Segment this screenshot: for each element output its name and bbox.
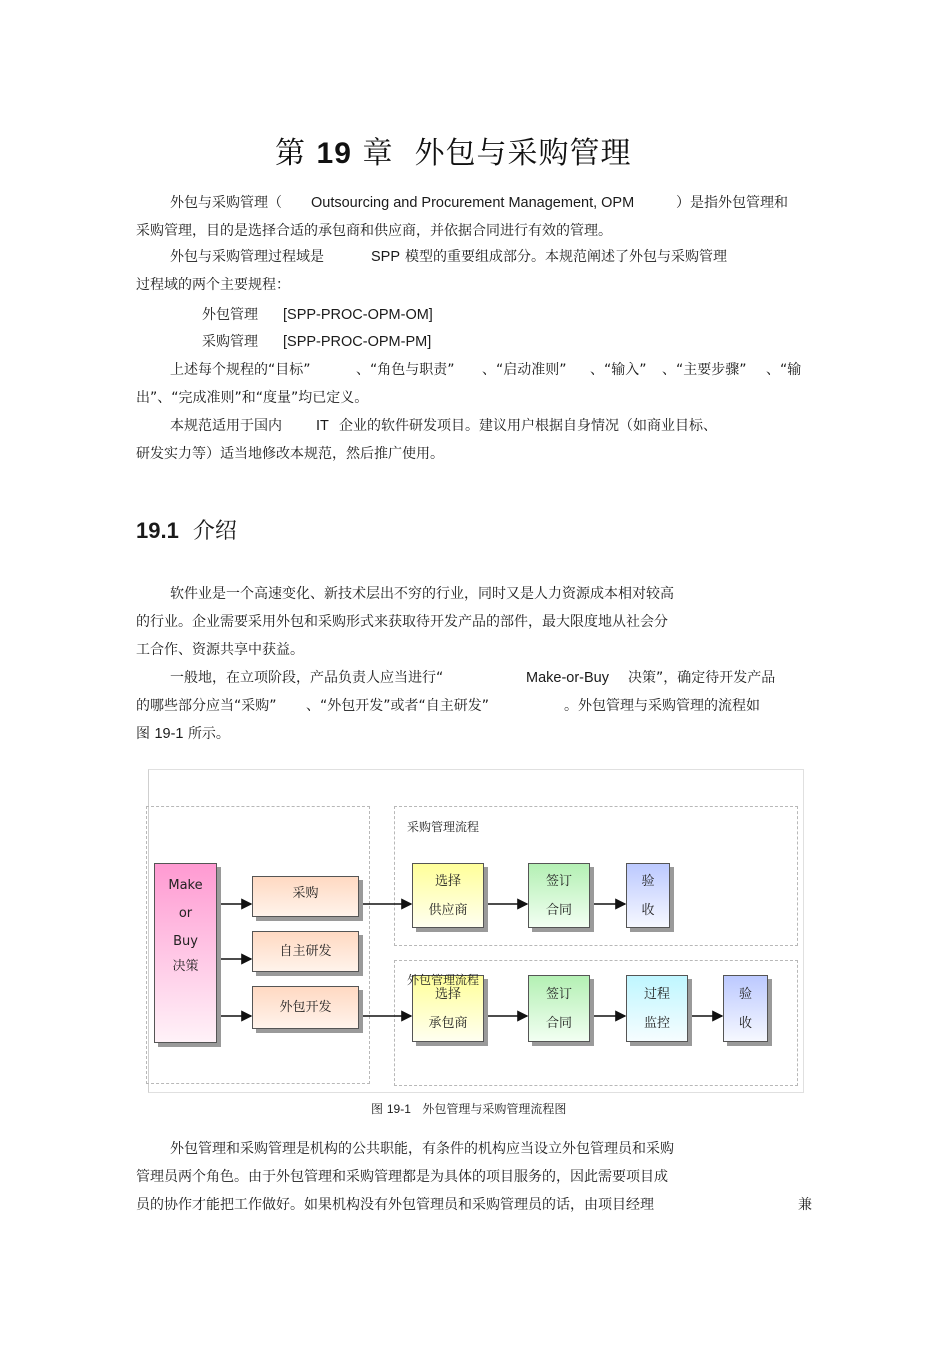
select-contractor-box: 选择 承包商	[412, 975, 484, 1042]
intro-p2-line1: 外包与采购管理过程域是	[170, 249, 324, 265]
body-p1-line3: 工合作、资源共享中获益。	[136, 642, 304, 658]
intro-p3-seg1: 上述每个规程的“目标”	[170, 362, 311, 378]
body-p2-line2-end: 。外包管理与采购管理的流程如	[564, 698, 760, 714]
procedure-2-code: [SPP-PROC-OPM-PM]	[283, 334, 432, 350]
intro-p4-line1: 本规范适用于国内	[170, 418, 282, 434]
make-or-buy-decision-box: Make or Buy 决策	[154, 863, 217, 1043]
intro-p2-line2: 过程域的两个主要规程：	[136, 277, 290, 293]
outsource-sign-contract-box: 签订 合同	[528, 975, 590, 1042]
intro-p1-line1-end: ）是指外包管理和	[676, 195, 788, 211]
body-p3-line3: 员的协作才能把工作做好。如果机构没有外包管理员和采购管理员的话，由项目经理	[136, 1197, 654, 1213]
sign-contract-box: 签订 合同	[528, 863, 590, 928]
outsource-acceptance-box: 验 收	[723, 975, 768, 1042]
procedure-1-name: 外包管理	[202, 307, 258, 323]
intro-p3-seg4: 、“输入”	[590, 362, 647, 378]
body-p1-line2: 的行业。企业需要采用外包和采购形式来获取待开发产品的部件，最大限度地从社会分	[136, 614, 668, 630]
intro-p2-spp: SPP	[371, 249, 401, 265]
select-supplier-box: 选择 供应商	[412, 863, 484, 928]
procedure-1-code: [SPP-PROC-OPM-OM]	[283, 307, 433, 323]
intro-p4-it: IT	[316, 418, 329, 434]
section-heading: 19.1 介绍	[136, 518, 237, 544]
intro-p3-seg2: 、“角色与职责”	[356, 362, 455, 378]
body-p3-line2: 管理员两个角色。由于外包管理和采购管理都是为具体的项目服务的，因此需要项目成	[136, 1169, 668, 1185]
process-monitor-box: 过程 监控	[626, 975, 688, 1042]
intro-p3-seg6: 、“输	[766, 362, 802, 378]
acceptance-box: 验 收	[626, 863, 670, 928]
body-p1-line1: 软件业是一个高速变化、新技术层出不穷的行业，同时又是人力资源成本相对较高	[170, 586, 674, 602]
body-p2-line1: 一般地，在立项阶段，产品负责人应当进行“	[170, 670, 444, 686]
intro-p2-line1-end: 模型的重要组成部分。本规范阐述了外包与采购管理	[405, 249, 727, 265]
buy-box: 采购	[252, 876, 359, 917]
intro-p4-line1-end: 企业的软件研发项目。建议用户根据自身情况（如商业目标、	[339, 418, 717, 434]
self-develop-box: 自主研发	[252, 931, 359, 972]
intro-p1-line2: 采购管理，目的是选择合适的承包商和供应商，并依据合同进行有效的管理。	[136, 223, 612, 239]
intro-p1-line1: 外包与采购管理（	[170, 195, 282, 211]
intro-p3-line2: 出”、“完成准则”和“度量”均已定义。	[136, 390, 369, 406]
body-p2-line3: 图 19-1 所示。	[136, 726, 230, 742]
procedure-2-name: 采购管理	[202, 334, 258, 350]
body-p3-line3-end: 兼	[798, 1197, 812, 1213]
body-p2-line1-end: 决策”，确定待开发产品	[628, 670, 776, 686]
body-p3-line1: 外包管理和采购管理是机构的公共职能，有条件的机构应当设立外包管理员和采购	[170, 1141, 674, 1157]
intro-p4-line2: 研发实力等）适当地修改本规范，然后推广使用。	[136, 446, 444, 462]
intro-p1-term: Outsourcing and Procurement Management, OPM	[311, 195, 635, 211]
intro-p3-seg5: 、“主要步骤”	[662, 362, 747, 378]
body-p2-line2: 的哪些部分应当“采购”	[136, 698, 277, 714]
intro-p3-seg3: 、“启动准则”	[482, 362, 567, 378]
chapter-title: 第 19 章 外包与采购管理	[275, 136, 632, 171]
outsource-develop-box: 外包开发	[252, 986, 359, 1029]
body-p2-makeorbuy: Make-or-Buy	[526, 670, 609, 686]
figure-caption: 图 19-1 外包管理与采购管理流程图	[371, 1102, 567, 1116]
body-p2-line2-mid: 、“外包开发”或者“自主研发”	[306, 698, 490, 714]
outsourcing-flow-label: 外包管理流程	[407, 973, 480, 987]
procurement-flow-label: 采购管理流程	[407, 820, 480, 834]
